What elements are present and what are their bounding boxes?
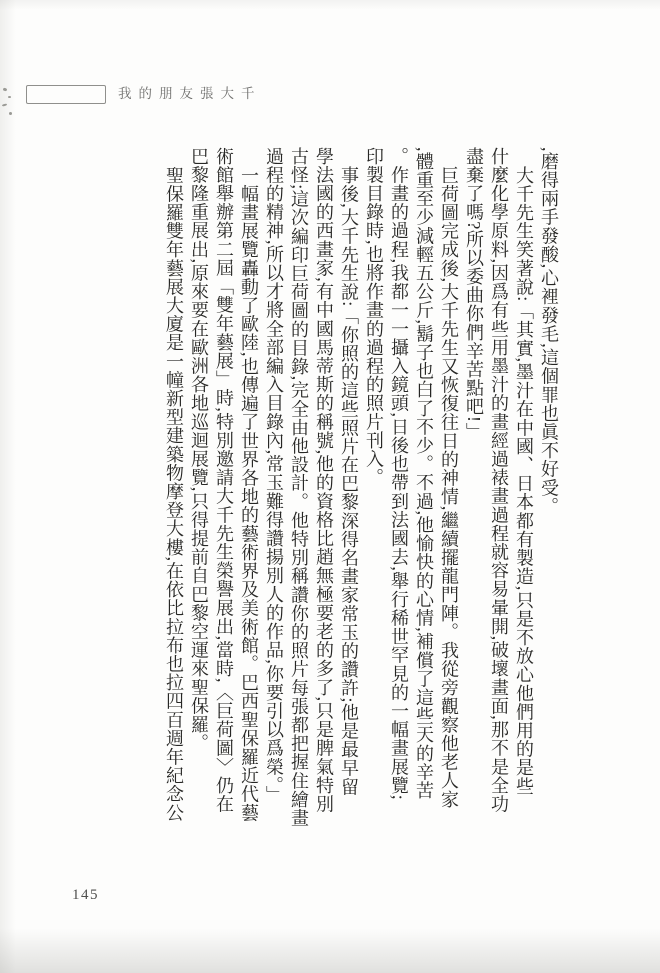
text-column: ,體重至少減輕五公斤,鬍子也白了不少。不過,他愉快的心情,補償了這些天的辛苦 [414, 147, 434, 800]
text-column: 古怪;這次編印巨荷圖的目錄,完全由他設計。他特別稱讚你的照片每張都把握住繪畫 [289, 147, 309, 828]
text-column: 。作畫的過程,我都一一攝入鏡頭,日後也帶到法國去,舉行稀世罕見的一幅畫展覽; [389, 147, 409, 801]
body-text [161, 147, 561, 855]
running-title: 我的朋友張大千 [118, 86, 262, 101]
text-column: 印製目錄時,也將作畫的過程的照片刊入。 [364, 147, 384, 487]
text-column: 聖保羅雙年藝展大廈是一幢新型建築物摩登大樓,在依比拉布也拉四百週年紀念公 [164, 165, 184, 822]
text-column: 事後,大千先生說:「你照的這些照片在巴黎深得名畫家常玉的讚許;他是最早留 [339, 165, 359, 796]
text-column: 大千先生笑著說:「其實,墨汁在中國、日本都有製造,只是不放心他們用的是些 [514, 165, 534, 796]
text-column: 巴黎隆重展出,原來要在歐洲各地巡迴展覽,只得提前自巴黎空運來聖保羅。 [189, 147, 209, 753]
text-column: 盡棄了嗎?所以委曲你們辛苦點吧!」 [464, 147, 484, 442]
page-number: 145 [72, 887, 99, 903]
scan-speck [9, 112, 12, 115]
text-column: 學法國的西畫家,有中國馬蒂斯的稱號,他的資格比趙無極要老的多了,只是脾氣特別 [314, 147, 334, 814]
header-box [26, 85, 106, 104]
text-column: 一幅畫展覽轟動了歐陸,也傳遍了世界各地的藝術界及美術館。巴西聖保羅近代藝 [239, 165, 259, 822]
text-column: 術館舉辦第二屆「雙年藝展」時,特別邀請大千先生榮譽展出,當時,〈巨荷圖〉仍在 [214, 147, 234, 814]
text-column: 什麼化學原料,因爲有些用墨汁的畫經過裱畫過程就容易暈開,破壞畫面,那不是全功 [489, 147, 509, 814]
text-column: ,磨得兩手發酸,心裡發毛,這個罪也眞不好受。 [539, 147, 559, 516]
scan-speck [8, 96, 11, 98]
text-column: 過程的精神,所以才將全部編入目錄內,常玉難得讚揚別人的作品,你要引以爲榮。」 [264, 147, 284, 805]
text-column: 巨荷圖完成後,大千先生又恢復往日的神情,繼續擺龍門陣。我從旁觀察他老人家 [439, 165, 459, 809]
